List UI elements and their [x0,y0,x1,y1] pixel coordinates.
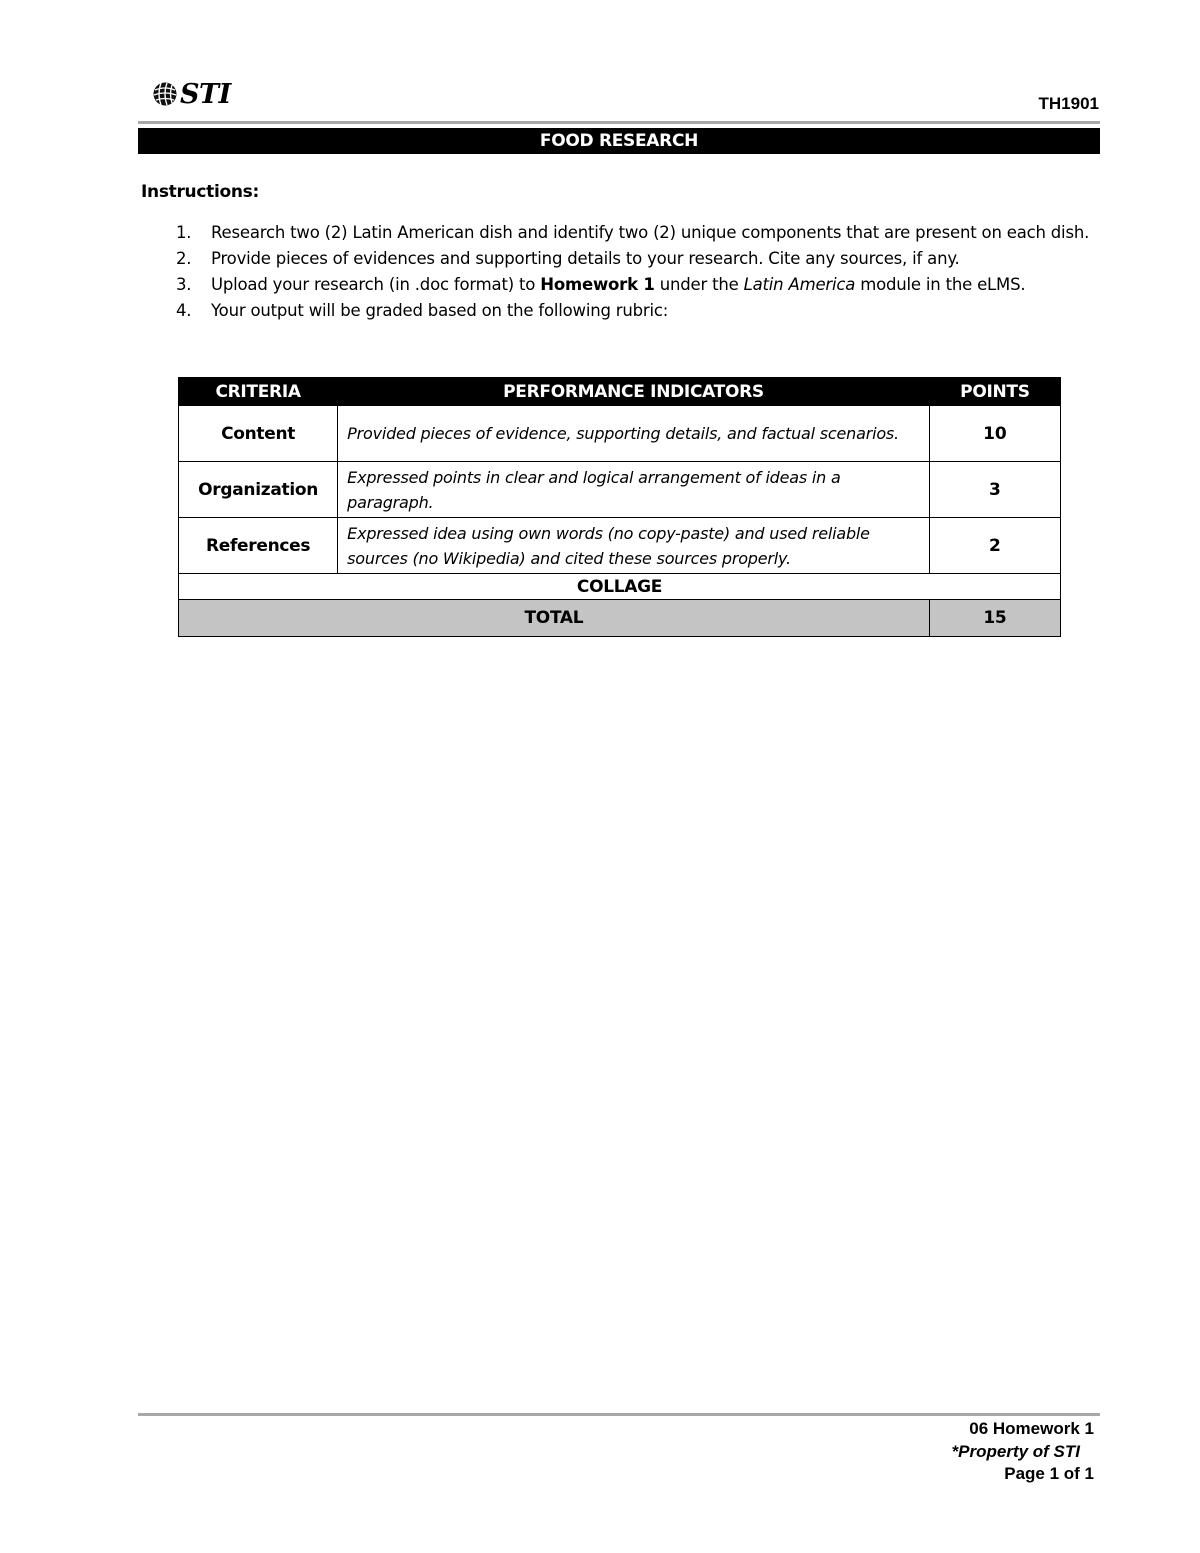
document-code: TH1901 [1038,94,1099,113]
page-footer [952,1418,1094,1486]
rubric-header-row [179,378,1061,406]
indicator-cell: Expressed points in clear and logical arrangement of ideas in a paragraph. [338,462,930,518]
points-cell: 10 [929,406,1060,462]
points-header: POINTS [929,378,1060,406]
criteria-cell: Content [179,406,338,462]
collage-row [179,574,1061,600]
instruction-number: 2. [176,249,192,268]
criteria-header: CRITERIA [179,378,338,406]
collage-cell: COLLAGE [179,574,1061,600]
table-row [179,462,1061,518]
instruction-number: 1. [176,223,192,242]
module-name: Latin America [743,275,856,294]
sti-logo [152,76,231,112]
instruction-text-part: under the [654,275,744,294]
indicator-cell: Expressed idea using own words (no copy-paste) and used reliable sources (no Wikipedia) and cited these sources properly. [338,518,930,574]
total-label: TOTAL [179,600,930,637]
instruction-item [176,220,1094,246]
instruction-number: 3. [176,275,192,294]
instructions-list [176,220,1094,324]
instruction-number: 4. [176,301,192,320]
indicators-header: PERFORMANCE INDICATORS [338,378,930,406]
table-row [179,406,1061,462]
instruction-item [176,298,1094,324]
instruction-text-part: Upload your research (in .doc format) to [211,275,541,294]
total-points: 15 [929,600,1060,637]
instruction-text: Research two (2) Latin American dish and identify two (2) unique components that are present on each dish. [211,223,1090,242]
globe-icon [152,81,178,107]
total-row [179,600,1061,637]
footer-property-note: *Property of STI [951,1441,1080,1461]
criteria-cell: Organization [179,462,338,518]
footer-divider [138,1413,1100,1416]
homework-name: Homework 1 [540,275,655,294]
points-cell: 2 [929,518,1060,574]
logo-text: STI [180,78,231,110]
rubric-table [178,377,1061,637]
instruction-item [176,246,1094,272]
instruction-text: Provide pieces of evidences and supporting details to your research. Cite any sources, if any. [211,249,960,268]
instruction-text: Your output will be graded based on the following rubric: [211,301,669,320]
footer-page-number: Page 1 of 1 [1004,1464,1094,1483]
header-divider [138,121,1100,124]
indicator-cell: Provided pieces of evidence, supporting details, and factual scenarios. [338,406,930,462]
page-title: FOOD RESEARCH [138,128,1100,154]
criteria-cell: References [179,518,338,574]
footer-document-name: 06 Homework 1 [969,1419,1094,1438]
points-cell: 3 [929,462,1060,518]
instruction-text-part: module in the eLMS. [855,275,1026,294]
instruction-item [176,272,1094,298]
table-row [179,518,1061,574]
instruction-text [211,272,1094,298]
instructions-heading: Instructions: [141,182,259,202]
